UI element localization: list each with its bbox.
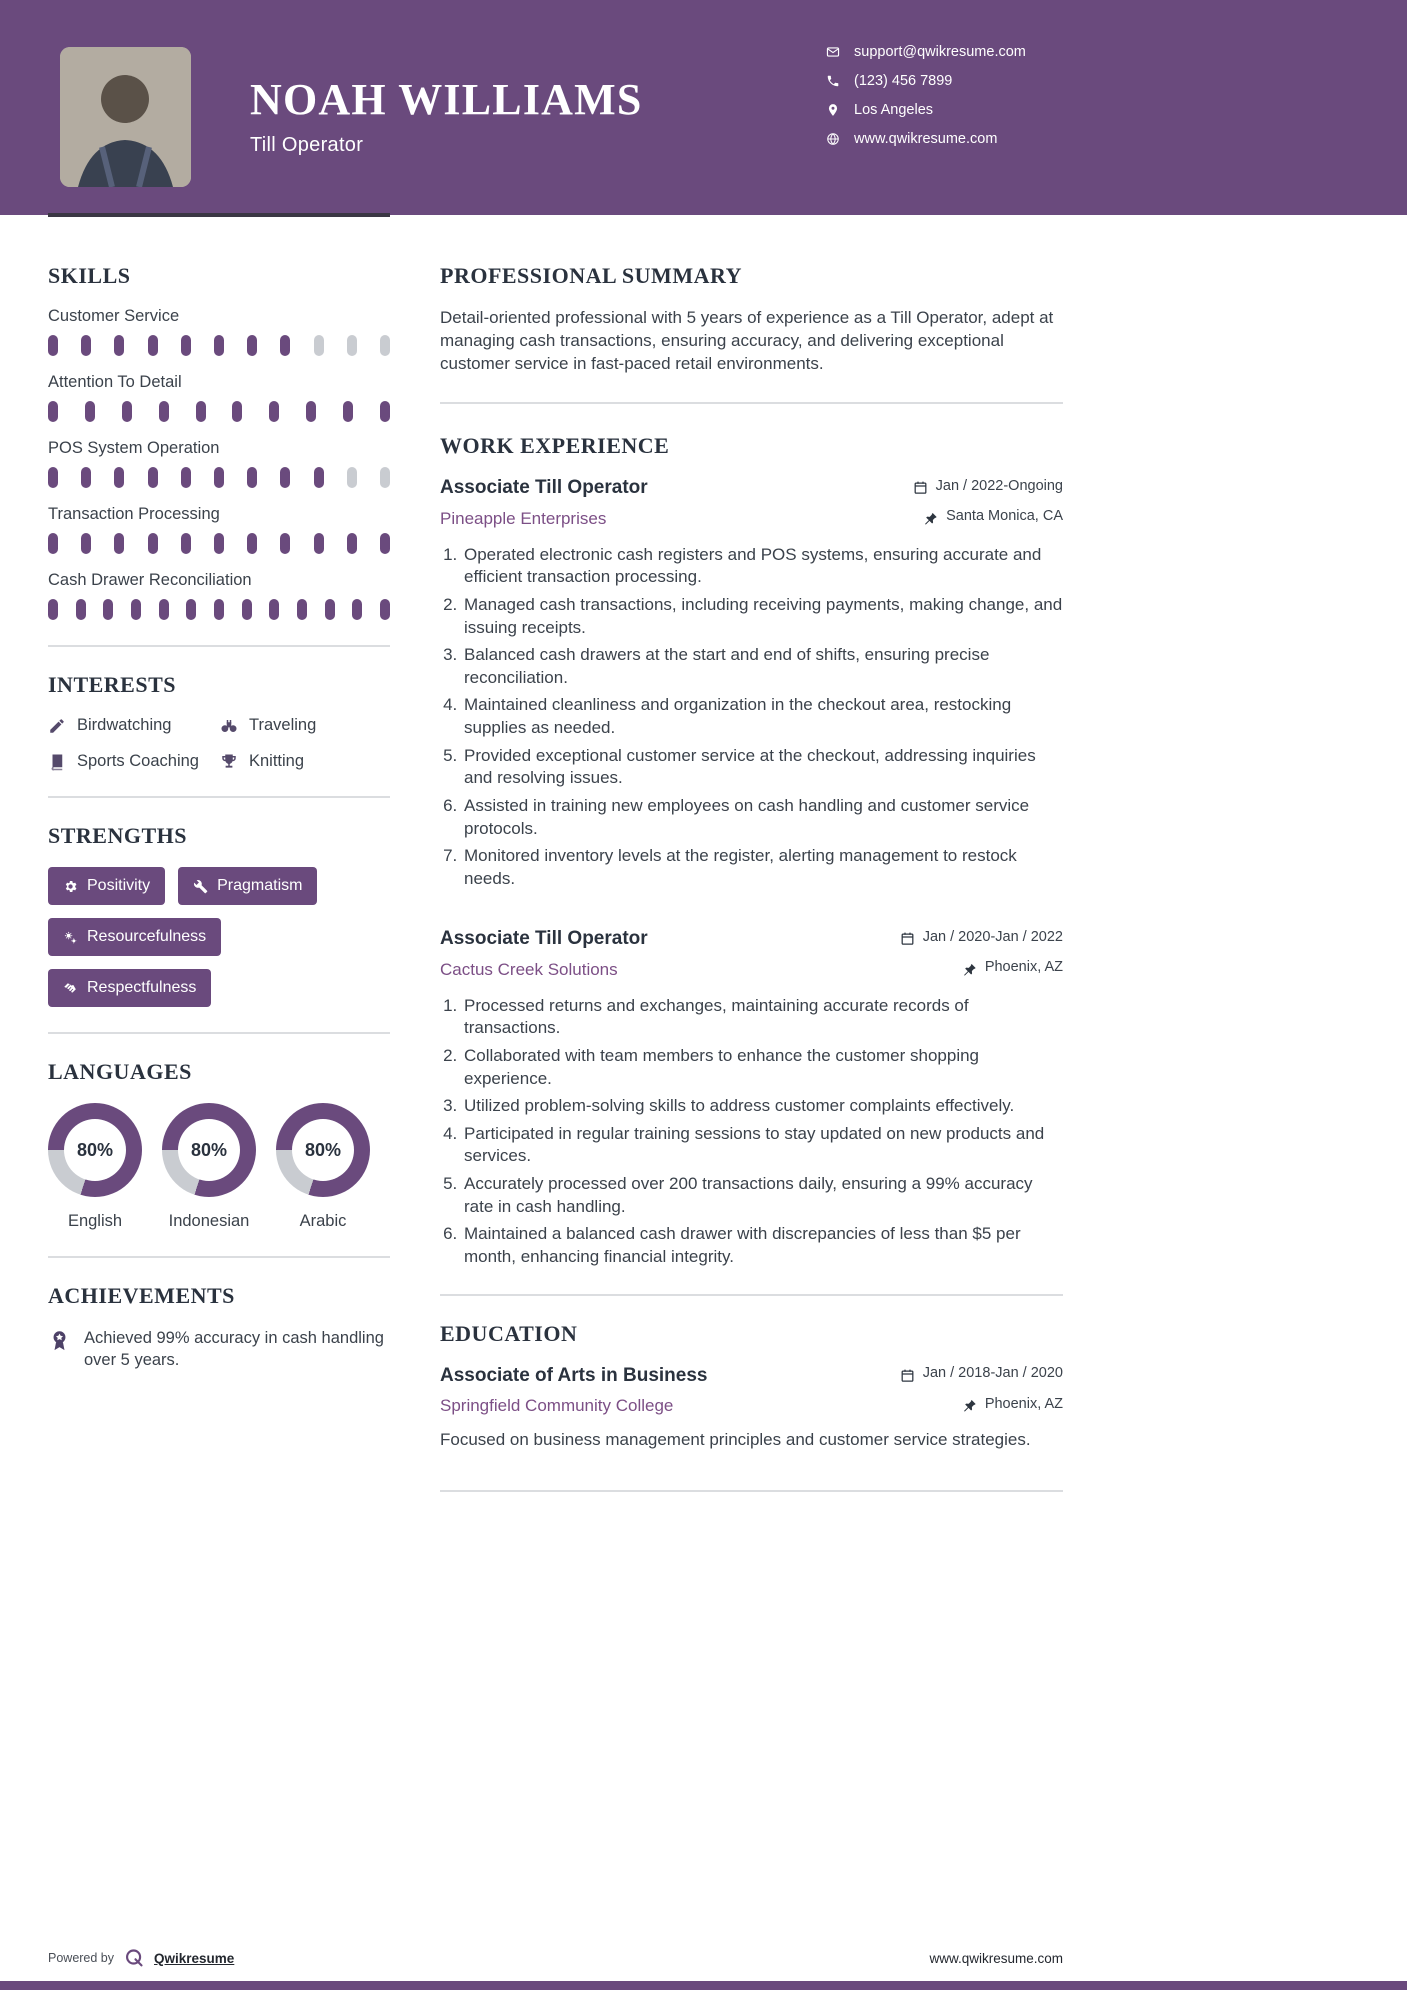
skill-segment [380, 533, 390, 554]
section-divider [48, 645, 390, 647]
education-date-text: Jan / 2018-Jan / 2020 [922, 1365, 1063, 1382]
strength-pill [48, 918, 221, 956]
skill-segment [48, 533, 58, 554]
job-title: Associate Till Operator [440, 477, 648, 499]
skill-segment [159, 401, 169, 422]
strength-label: Positivity [87, 877, 151, 894]
language-item [48, 1103, 142, 1231]
skill-segment [247, 335, 257, 356]
skill-item [48, 439, 390, 488]
skill-segment [122, 401, 132, 422]
skill-bar [48, 467, 390, 488]
achievements-heading: ACHIEVEMENTS [48, 1283, 235, 1308]
skill-segment [48, 335, 58, 356]
interest-label: Birdwatching [77, 716, 172, 734]
skill-segment [380, 401, 390, 422]
interest-label: Knitting [249, 752, 305, 770]
qwikresume-logo-icon [124, 1948, 144, 1968]
work-heading: WORK EXPERIENCE [440, 433, 670, 459]
contact-row[interactable] [826, 44, 1026, 60]
skill-segment [314, 533, 324, 554]
summary-heading: PROFESSIONAL SUMMARY [440, 263, 742, 288]
job-location [923, 508, 1063, 524]
skills-list [48, 307, 390, 620]
skill-segment [148, 533, 158, 554]
skill-item [48, 571, 390, 620]
job-date [913, 478, 1063, 494]
footer [48, 1948, 1063, 1968]
strength-label: Respectfulness [87, 979, 197, 996]
job-location-text: Phoenix, AZ [984, 959, 1063, 976]
calendar-icon [913, 480, 928, 495]
skill-segment [159, 599, 169, 620]
strength-pill [48, 867, 165, 905]
skill-item [48, 307, 390, 356]
footer-url: www.qwikresume.com [929, 1950, 1063, 1966]
achievement-text: Achieved 99% accuracy in cash handling over 5 years. [84, 1329, 384, 1370]
languages-list [48, 1103, 390, 1231]
skill-segment [181, 467, 191, 488]
skill-segment [347, 533, 357, 554]
language-label: Indonesian [168, 1212, 250, 1230]
wrench-icon [193, 879, 208, 894]
jobs-list [440, 477, 1063, 1268]
job-entry [440, 477, 1063, 890]
job-bullets [440, 544, 1063, 891]
job-location [962, 959, 1063, 975]
skill-segment [306, 401, 316, 422]
section-divider [440, 1294, 1063, 1296]
summary-text: Detail-oriented professional with 5 years of experience as a Till Operator, adept at managing cash transactions, ensuring accuracy, and delivering exceptional customer service in fast-paced retail environments. [440, 308, 1054, 373]
job-subhead [440, 959, 1063, 980]
calendar-icon [900, 931, 915, 946]
language-percent: 80% [190, 1139, 228, 1160]
job-bullet: 3. Utilized problem-solving skills to address customer complaints effectively. [462, 1095, 1063, 1118]
job-bullet: 6. Assisted in training new employees on cash handling and customer service protocols. [462, 795, 1063, 840]
skill-segment [114, 467, 124, 488]
job-bullet: 5. Provided exceptional customer service at the checkout, addressing inquiries and resolving issues. [462, 745, 1063, 790]
skill-name: Cash Drawer Reconciliation [48, 571, 252, 589]
skill-segment [325, 599, 335, 620]
education-subhead [440, 1396, 1063, 1417]
person-name: NOAH WILLIAMS [250, 75, 643, 124]
interest-item [220, 716, 390, 735]
language-donut [276, 1103, 370, 1197]
skill-segment [81, 467, 91, 488]
skill-segment [181, 533, 191, 554]
mail-icon [826, 45, 840, 59]
interests-list [48, 716, 390, 771]
contact-text: Los Angeles [854, 102, 934, 118]
skill-segment [214, 533, 224, 554]
skill-segment [380, 599, 390, 620]
strengths-heading: STRENGTHS [48, 823, 187, 848]
identity-block [250, 74, 643, 157]
job-bullet: 5. Accurately processed over 200 transactions daily, ensuring a 99% accuracy rate in cash handling. [462, 1173, 1063, 1218]
skill-segment [232, 401, 242, 422]
right-column [440, 263, 1063, 1517]
job-date [900, 929, 1063, 945]
donut-hole [178, 1119, 240, 1181]
achievement-item [48, 1327, 390, 1372]
education-degree: Associate of Arts in Business [440, 1364, 708, 1386]
language-percent: 80% [76, 1139, 114, 1160]
skill-segment [48, 401, 58, 422]
skill-segment [280, 335, 290, 356]
donut-hole [64, 1119, 126, 1181]
contact-list [826, 44, 1026, 147]
skill-segment [280, 467, 290, 488]
person-role: Till Operator [250, 134, 364, 156]
job-title: Associate Till Operator [440, 928, 648, 950]
language-donut [48, 1103, 142, 1197]
skill-bar [48, 335, 390, 356]
languages-heading: LANGUAGES [48, 1059, 192, 1084]
resume-body [0, 215, 1407, 1517]
skill-name: Customer Service [48, 307, 180, 325]
gears-icon [63, 930, 78, 945]
calendar-icon [900, 1368, 915, 1383]
contact-text: support@qwikresume.com [854, 44, 1026, 60]
education-date [900, 1365, 1063, 1381]
strength-label: Pragmatism [217, 877, 303, 894]
skill-segment [114, 335, 124, 356]
section-divider [440, 1490, 1063, 1492]
skill-segment [214, 335, 224, 356]
qwikresume-brand-link[interactable]: Qwikresume [154, 1950, 235, 1966]
skill-segment [48, 599, 58, 620]
skill-segment [148, 335, 158, 356]
section-divider [48, 1032, 390, 1034]
skill-segment [269, 599, 279, 620]
pencil-icon [48, 717, 66, 735]
language-donut [162, 1103, 256, 1197]
skill-segment [380, 335, 390, 356]
skill-segment [186, 599, 196, 620]
job-company[interactable]: Cactus Creek Solutions [440, 959, 618, 979]
job-bullet: 3. Balanced cash drawers at the start and end of shifts, ensuring precise reconciliation. [462, 644, 1063, 689]
skill-segment [196, 401, 206, 422]
skill-segment [114, 533, 124, 554]
skill-segment [76, 599, 86, 620]
job-date-text: Jan / 2022-Ongoing [935, 477, 1063, 494]
language-label: English [67, 1212, 123, 1230]
skill-segment [314, 335, 324, 356]
handshake-icon [63, 981, 78, 996]
phone-icon [826, 74, 840, 88]
education-location-text: Phoenix, AZ [984, 1395, 1063, 1412]
job-bullet: 7. Monitored inventory levels at the register, alerting management to restock needs. [462, 845, 1063, 890]
job-bullet: 6. Maintained a balanced cash drawer with discrepancies of less than $5 per month, enhancing financial integrity. [462, 1223, 1063, 1268]
skill-segment [81, 533, 91, 554]
skill-segment [352, 599, 362, 620]
job-date-text: Jan / 2020-Jan / 2022 [922, 928, 1063, 945]
gear-icon [63, 879, 78, 894]
section-divider [440, 402, 1063, 404]
education-entry [440, 1365, 1063, 1452]
job-company[interactable]: Pineapple Enterprises [440, 508, 607, 528]
interests-heading: INTERESTS [48, 672, 177, 697]
contact-row[interactable] [826, 102, 1026, 118]
language-percent: 80% [304, 1139, 342, 1160]
job-subhead [440, 508, 1063, 529]
language-item [276, 1103, 370, 1231]
contact-text: (123) 456 7899 [854, 73, 953, 89]
skill-segment [181, 335, 191, 356]
skill-segment [103, 599, 113, 620]
skill-segment [247, 467, 257, 488]
language-item [162, 1103, 256, 1231]
job-head [440, 928, 1063, 950]
interest-item [48, 752, 220, 771]
section-divider [48, 796, 390, 798]
skill-segment [380, 467, 390, 488]
location-icon [826, 103, 840, 117]
job-location-text: Santa Monica, CA [946, 508, 1063, 525]
contact-row[interactable] [826, 131, 1026, 147]
section-divider [48, 1256, 390, 1258]
skill-segment [343, 401, 353, 422]
skill-segment [214, 599, 224, 620]
bottom-accent-bar [0, 1981, 1407, 1990]
interest-item [48, 716, 220, 735]
interest-label: Traveling [249, 716, 317, 734]
skill-segment [347, 467, 357, 488]
skill-item [48, 505, 390, 554]
education-text: Focused on business management principles and customer service strategies. [440, 1430, 1031, 1450]
skill-bar [48, 599, 390, 620]
job-bullet: 4. Participated in regular training sessions to stay updated on new products and services. [462, 1123, 1063, 1168]
job-bullet: 4. Maintained cleanliness and organization in the checkout area, restocking supplies as needed. [462, 694, 1063, 739]
powered-by [48, 1948, 234, 1968]
skill-segment [297, 599, 307, 620]
skill-name: POS System Operation [48, 439, 220, 457]
header-banner [0, 0, 1407, 215]
skill-segment [81, 335, 91, 356]
left-column [48, 263, 390, 1517]
education-location [962, 1396, 1063, 1412]
language-label: Arabic [299, 1212, 347, 1230]
education-school[interactable]: Springfield Community College [440, 1396, 674, 1416]
job-bullet: 1. Operated electronic cash registers and POS systems, ensuring accurate and efficient transaction processing. [462, 544, 1063, 589]
skill-segment [214, 467, 224, 488]
job-bullets [440, 995, 1063, 1269]
strength-label: Resourcefulness [87, 928, 207, 945]
powered-by-label: Powered by [48, 1951, 115, 1965]
skill-segment [247, 533, 257, 554]
profile-photo-placeholder [60, 47, 191, 187]
donut-hole [292, 1119, 354, 1181]
profile-photo [60, 47, 191, 187]
skill-name: Attention To Detail [48, 373, 182, 391]
skill-segment [347, 335, 357, 356]
interest-label: Sports Coaching [77, 752, 199, 770]
skill-name: Transaction Processing [48, 505, 220, 523]
trophy-icon [220, 753, 238, 771]
strengths-list [48, 867, 390, 1007]
pushpin-icon [923, 511, 938, 526]
pushpin-icon [962, 1398, 977, 1413]
skill-segment [314, 467, 324, 488]
job-bullet: 2. Collaborated with team members to enhance the customer shopping experience. [462, 1045, 1063, 1090]
job-bullet: 2. Managed cash transactions, including receiving payments, making change, and issuing receipts. [462, 594, 1063, 639]
job-bullet: 1. Processed returns and exchanges, maintaining accurate records of transactions. [462, 995, 1063, 1040]
skill-segment [131, 599, 141, 620]
pushpin-icon [962, 962, 977, 977]
job-head [440, 477, 1063, 499]
interest-item [220, 752, 390, 771]
book-icon [48, 753, 66, 771]
strength-pill [48, 969, 211, 1007]
education-heading: EDUCATION [440, 1320, 578, 1346]
binoculars-icon [220, 717, 238, 735]
contact-text: www.qwikresume.com [854, 131, 998, 147]
globe-icon [826, 132, 840, 146]
strength-pill [178, 867, 317, 905]
achievements-list [48, 1327, 390, 1372]
skill-segment [269, 401, 279, 422]
ribbon-icon [48, 1329, 71, 1352]
skill-bar [48, 401, 390, 422]
education-head [440, 1365, 1063, 1387]
skill-segment [148, 467, 158, 488]
header-underline [48, 213, 390, 217]
skills-heading: SKILLS [48, 263, 131, 288]
skill-segment [280, 533, 290, 554]
skill-bar [48, 533, 390, 554]
skill-segment [48, 467, 58, 488]
job-entry [440, 928, 1063, 1268]
contact-row[interactable] [826, 73, 1026, 89]
skill-segment [242, 599, 252, 620]
skill-item [48, 373, 390, 422]
skill-segment [85, 401, 95, 422]
